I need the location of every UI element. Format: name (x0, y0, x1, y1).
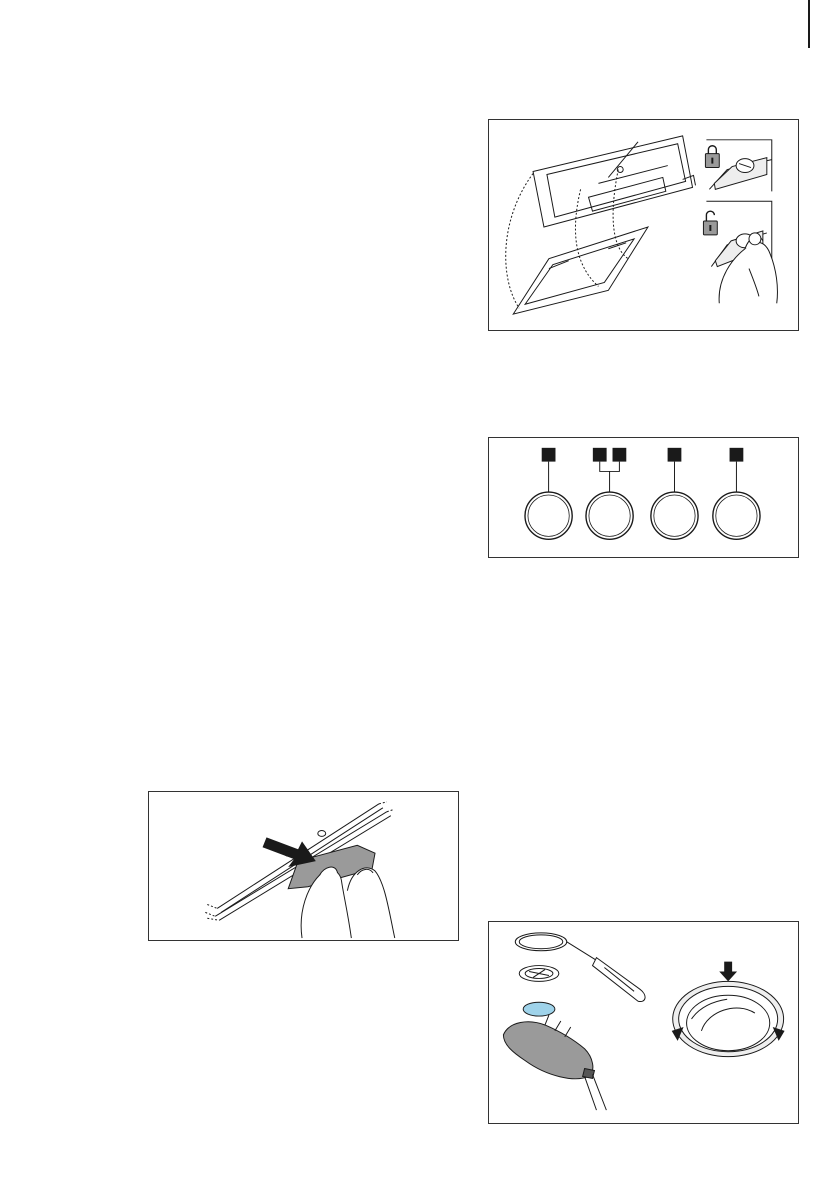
lamp-marker-2 (593, 448, 607, 462)
lamp-marker-3 (613, 448, 627, 462)
lens-cover (523, 1002, 555, 1016)
figure-bulb-replacement (488, 921, 799, 1124)
light-circle-3 (651, 492, 698, 539)
padlock-unlocked-icon (703, 211, 717, 235)
lamp-marker-5 (730, 448, 744, 462)
panel-mounting-illustration (489, 120, 798, 330)
padlock-locked-icon (705, 146, 719, 168)
screwdriver-icon (567, 942, 645, 1002)
lamp-layout-diagram (489, 438, 798, 557)
filter-removal-illustration (149, 792, 458, 940)
figure-panel-mounting (488, 119, 799, 331)
figure-lamp-layout (488, 437, 799, 558)
glove-icon (503, 1015, 606, 1110)
arrow-icon (263, 837, 316, 867)
page-corner-line (808, 0, 810, 48)
light-circle-1 (525, 492, 572, 539)
light-circle-2 (586, 492, 633, 539)
lamp-marker-1 (542, 448, 556, 462)
hand-icon (719, 233, 777, 303)
lamp-marker-4 (668, 448, 682, 462)
bulb-replacement-illustration (489, 922, 798, 1123)
figure-filter-removal (148, 791, 459, 941)
light-circle-4 (713, 492, 760, 539)
